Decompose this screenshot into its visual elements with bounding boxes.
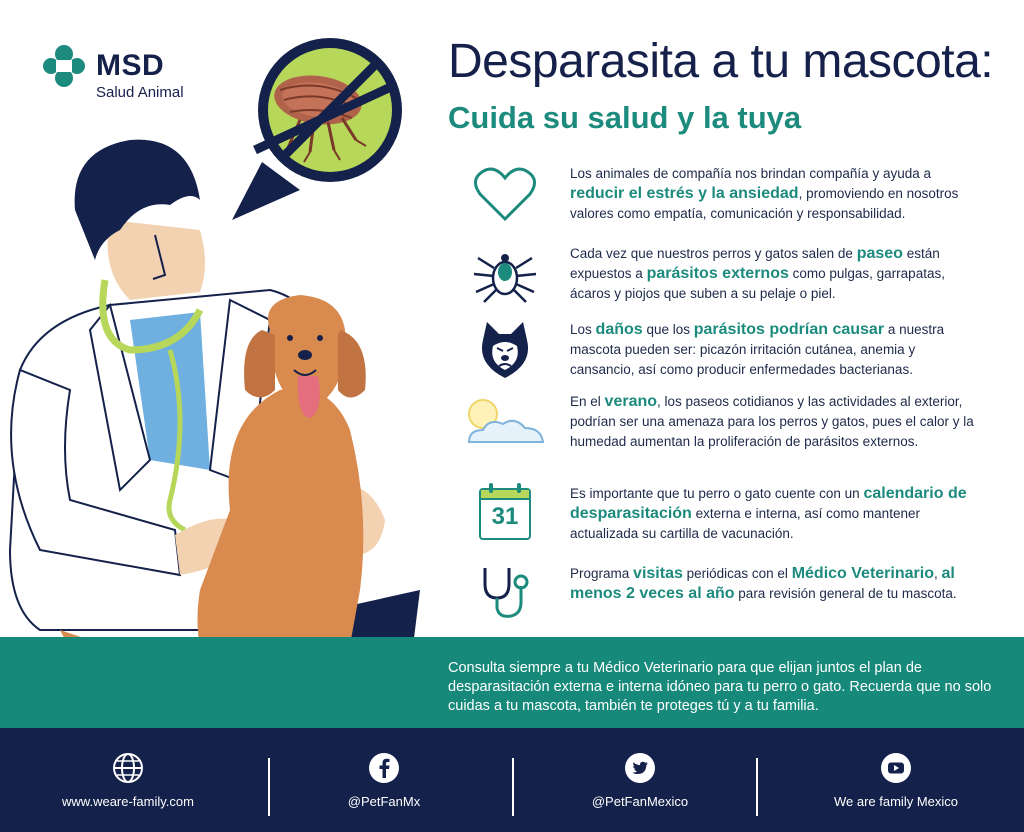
info-text: Los daños que los parásitos podrían causar a nuestra mascota pueden ser: picazón irritación cutánea, anemia y cansancio, así como producir enfermedades bacterianas. xyxy=(570,321,945,377)
no-flea-bubble xyxy=(232,38,402,220)
footer-youtube-label: We are family Mexico xyxy=(833,793,958,809)
tick-icon xyxy=(470,244,540,304)
info-item-visits xyxy=(462,564,1002,620)
footer-website-link[interactable] xyxy=(0,728,256,832)
info-item-external-parasites xyxy=(462,244,1002,304)
brand-subtitle: Salud Animal xyxy=(96,84,184,101)
info-text: Es importante que tu perro o gato cuente con un calendario de desparasitación externa e interna, así como mantener actualizada su cartilla de vacunación. xyxy=(570,485,967,541)
twitter-icon xyxy=(624,752,656,784)
footer-twitter-link[interactable] xyxy=(512,728,768,832)
brand-name: MSD xyxy=(96,49,165,82)
msd-logo xyxy=(42,44,184,101)
vet-and-dog-illustration xyxy=(0,30,440,730)
advice-text: Consulta siempre a tu Médico Veterinario para que elijan juntos el plan de desparasitación externa e interna idóneo para tu perro o gato. Recuerda que no solo cuidas a tu mascota, también te proteges tú y a tu familia. xyxy=(448,660,992,714)
heart-icon xyxy=(472,164,538,224)
footer-facebook-link[interactable] xyxy=(256,728,512,832)
info-item-calendar xyxy=(462,484,1002,544)
globe-icon xyxy=(112,752,144,784)
footer-facebook-label: @PetFanMx xyxy=(347,793,421,809)
facebook-icon xyxy=(368,752,400,784)
info-item-summer xyxy=(462,392,1002,452)
footer xyxy=(0,728,1024,832)
msd-logo-icon xyxy=(42,44,86,88)
footer-youtube-link[interactable] xyxy=(768,728,1024,832)
husky-icon xyxy=(477,320,533,380)
info-item-damages xyxy=(462,320,1002,380)
stethoscope-icon xyxy=(477,564,533,620)
page-subtitle: Cuida su salud y la tuya xyxy=(448,100,802,135)
info-text: En el verano, los paseos cotidianos y las actividades al exterior, podrían ser una amenaza para los perros y gatos, pues el calor y la humedad aumentan la proliferación de parásitos externos. xyxy=(570,393,974,449)
footer-divider xyxy=(756,758,758,816)
footer-twitter-label: @PetFanMexico xyxy=(591,793,689,809)
info-text: Cada vez que nuestros perros y gatos salen de paseo están expuestos a parásitos externos como pulgas, garrapatas, ácaros y piojos que suben a su pelaje o piel. xyxy=(570,245,945,301)
youtube-icon xyxy=(880,752,912,784)
sun-cloud-icon xyxy=(463,394,547,450)
info-item-companionship xyxy=(462,164,1002,224)
info-text: Los animales de compañía nos brindan compañía y ayuda a reducir el estrés y la ansiedad, promoviendo en nosotros valores como empatía, comunicación y responsabilidad. xyxy=(570,166,959,221)
calendar-day: 31 xyxy=(491,503,519,530)
footer-website-label: www.weare-family.com xyxy=(62,793,194,809)
calendar-icon xyxy=(479,488,531,540)
info-text: Programa visitas periódicas con el Médico Veterinario, al menos 2 veces al año para revisión general de tu mascota. xyxy=(570,565,957,602)
page-title: Desparasita a tu mascota: xyxy=(448,35,994,88)
